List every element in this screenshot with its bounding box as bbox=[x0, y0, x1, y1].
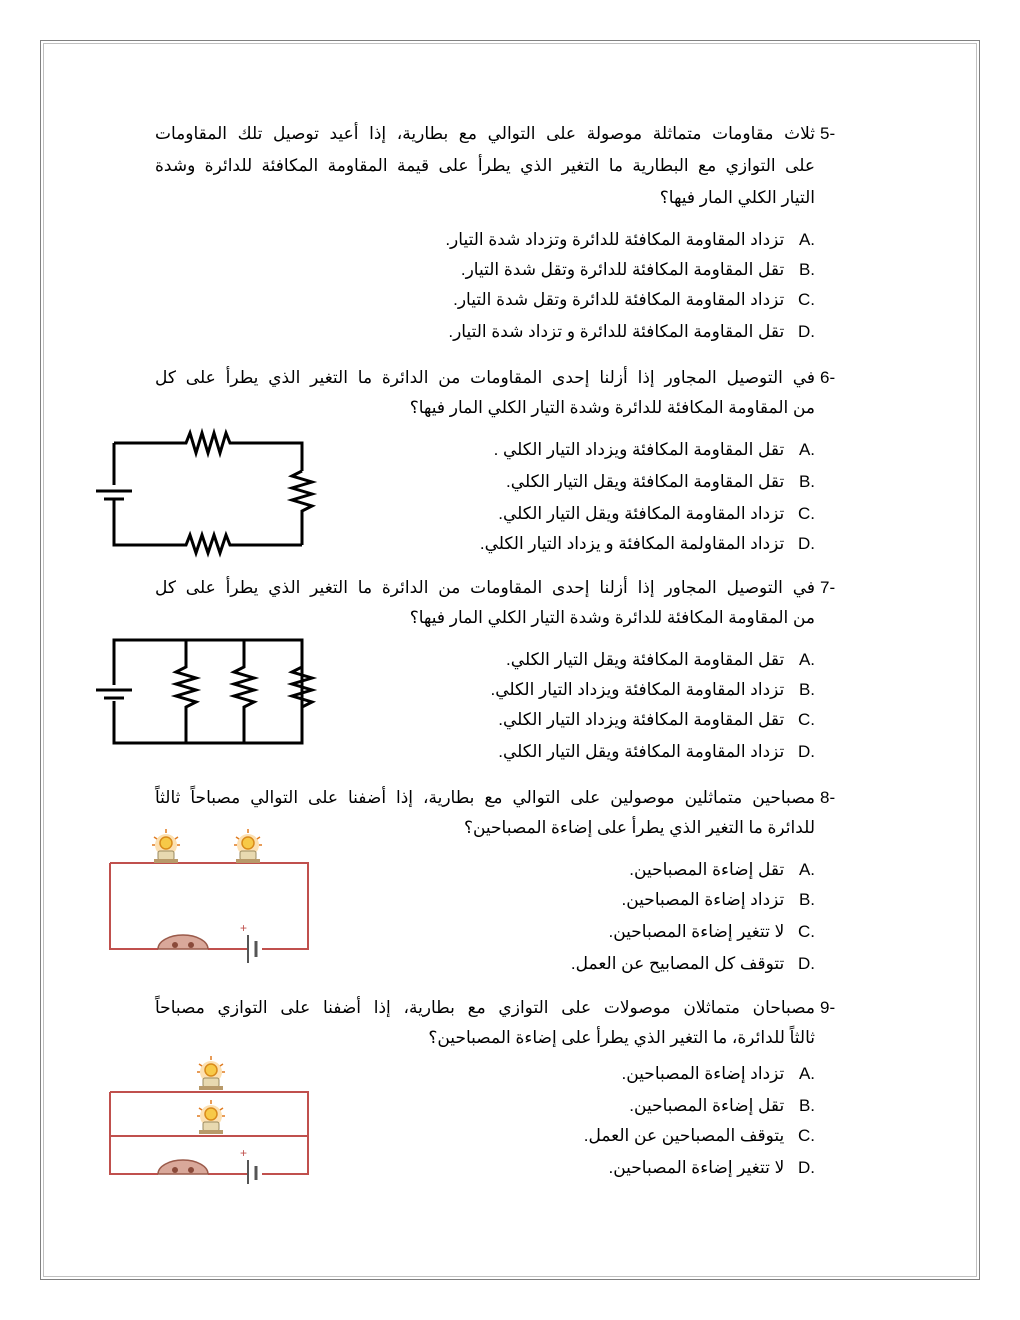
option-text: تقل المقاومة المكافئة ويزداد التيار الكلي. bbox=[498, 710, 785, 729]
series-bulbs-diagram bbox=[100, 825, 320, 955]
option-text: تزداد المقاومة المكافئة ويقل التيار الكلي. bbox=[498, 742, 785, 761]
option-letter: A. bbox=[798, 1064, 815, 1083]
option-d[interactable] bbox=[498, 740, 815, 764]
option-letter: C. bbox=[798, 1126, 815, 1145]
option-text: تزداد إضاءة المصباحين. bbox=[621, 1064, 785, 1083]
option-letter: D. bbox=[798, 322, 815, 341]
question-text-line: في التوصيل المجاور إذا أزلنا إحدى المقاومات من الدائرة ما التغير الذي يطرأ على كل bbox=[155, 578, 815, 597]
question-text-line: مصباحين متماثلين موصولين على التوالي مع بطارية، إذا أضفنا على التوالي مصباحاً ثالثاً bbox=[155, 788, 815, 807]
question-text-line: مصباحان متماثلان موصولات على التوازي مع بطارية، إذا أضفنا على التوازي مصباحاً bbox=[155, 998, 815, 1017]
option-b[interactable] bbox=[506, 470, 815, 494]
option-d[interactable] bbox=[609, 1156, 816, 1180]
option-text: تقل المقاومة المكافئة ويقل التيار الكلي. bbox=[506, 650, 785, 669]
option-text: لا تتغير إضاءة المصباحين. bbox=[608, 922, 785, 941]
option-text: تزداد المقاومة المكافئة للدائرة وتزداد شدة التيار. bbox=[445, 230, 785, 249]
option-d[interactable] bbox=[480, 532, 815, 556]
svg-text:+: + bbox=[240, 921, 248, 935]
option-c[interactable] bbox=[584, 1124, 815, 1148]
option-letter: D. bbox=[798, 534, 815, 553]
bulb-icon bbox=[197, 1056, 225, 1090]
series-circuit-diagram bbox=[90, 425, 330, 555]
option-text: تزداد المقاولمة المكافئة و يزداد التيار الكلي. bbox=[479, 534, 785, 553]
option-b[interactable] bbox=[629, 1094, 815, 1118]
option-letter: D. bbox=[798, 954, 815, 973]
option-letter: D. bbox=[798, 742, 815, 761]
option-text: تقل المقاومة المكافئة للدائرة وتقل شدة التيار. bbox=[460, 260, 785, 279]
option-text: يتوقف المصباحين عن العمل. bbox=[583, 1126, 785, 1145]
question-text-line: ثالثاً للدائرة، ما التغير الذي يطرأ على إضاءة المصباحين؟ bbox=[428, 1028, 815, 1047]
bulb-icon bbox=[234, 829, 262, 863]
option-letter: C. bbox=[798, 290, 815, 309]
question-text-line: من المقاومة المكافئة للدائرة وشدة التيار الكلي المار فيها؟ bbox=[409, 398, 815, 417]
option-letter: C. bbox=[798, 710, 815, 729]
question-text-line: للدائرة ما التغير الذي يطرأ على إضاءة المصباحين؟ bbox=[463, 818, 815, 837]
option-text: تقل إضاءة المصباحين. bbox=[629, 860, 785, 879]
option-letter: B. bbox=[798, 1096, 815, 1115]
option-text: لا تتغير إضاءة المصباحين. bbox=[608, 1158, 785, 1177]
svg-text:+: + bbox=[240, 1146, 248, 1160]
option-letter: C. bbox=[798, 504, 815, 523]
option-text: تزداد المقاومة المكافئة ويزداد التيار الكلي. bbox=[490, 680, 785, 699]
question-number: 5- bbox=[820, 124, 836, 143]
bulb-icon bbox=[197, 1100, 225, 1134]
question-number: 9- bbox=[820, 998, 836, 1017]
switch-icon bbox=[158, 1160, 208, 1174]
option-letter: A. bbox=[798, 860, 815, 879]
option-letter: B. bbox=[798, 890, 815, 909]
option-text: تقل المقاومة المكافئة ويقل التيار الكلي. bbox=[506, 472, 785, 491]
switch-icon bbox=[158, 935, 208, 949]
option-text: تزداد المقاومة المكافئة للدائرة وتقل شدة التيار. bbox=[453, 290, 785, 309]
option-text: تتوقف كل المصابيح عن العمل. bbox=[570, 954, 785, 973]
option-letter: A. bbox=[798, 440, 815, 459]
option-a[interactable] bbox=[506, 648, 815, 672]
option-c[interactable] bbox=[498, 708, 815, 732]
question-text-line: على التوازي مع البطارية ما التغير الذي يطرأ على قيمة المقاومة المكافئة للدائرة وشدة bbox=[155, 156, 815, 175]
option-letter: C. bbox=[798, 922, 815, 941]
question-text-line: في التوصيل المجاور إذا أزلنا إحدى المقاومات من الدائرة ما التغير الذي يطرأ على كل bbox=[155, 368, 815, 387]
option-d[interactable] bbox=[448, 320, 815, 344]
option-c[interactable] bbox=[609, 920, 816, 944]
question-number: 7- bbox=[820, 578, 836, 597]
option-letter: B. bbox=[798, 260, 815, 279]
option-a[interactable] bbox=[445, 228, 815, 252]
option-text: تقل المقاومة المكافئة للدائرة و تزداد شدة التيار. bbox=[448, 322, 785, 341]
option-letter: B. bbox=[798, 472, 815, 491]
option-c[interactable] bbox=[498, 502, 815, 526]
option-b[interactable] bbox=[622, 888, 815, 912]
option-letter: D. bbox=[798, 1158, 815, 1177]
option-b[interactable] bbox=[491, 678, 815, 702]
question-number: 8- bbox=[820, 788, 836, 807]
option-d[interactable] bbox=[571, 952, 815, 976]
bulb-icon bbox=[152, 829, 180, 863]
option-b[interactable] bbox=[461, 258, 815, 282]
option-letter: A. bbox=[798, 650, 815, 669]
option-letter: B. bbox=[798, 680, 815, 699]
option-text: تزداد إضاءة المصباحين. bbox=[621, 890, 785, 909]
option-c[interactable] bbox=[453, 288, 815, 312]
question-text-line: ثلاث مقاومات متماثلة موصولة على التوالي مع بطارية، إذا أعيد توصيل تلك المقاومات bbox=[155, 124, 815, 143]
option-a[interactable] bbox=[494, 438, 815, 462]
parallel-bulbs-diagram bbox=[100, 1050, 320, 1185]
question-text-line: من المقاومة المكافئة للدائرة وشدة التيار الكلي المار فيها؟ bbox=[409, 608, 815, 627]
option-text: تزداد المقاومة المكافئة ويقل التيار الكلي. bbox=[498, 504, 785, 523]
option-a[interactable] bbox=[629, 858, 815, 882]
parallel-circuit-diagram bbox=[90, 635, 330, 750]
question-text-line: التيار الكلي المار فيها؟ bbox=[659, 188, 815, 207]
option-a[interactable] bbox=[622, 1062, 815, 1086]
option-text: تقل إضاءة المصباحين. bbox=[629, 1096, 785, 1115]
question-number: 6- bbox=[820, 368, 836, 387]
option-text: تقل المقاومة المكافئة ويزداد التيار الكلي . bbox=[493, 440, 785, 459]
battery-icon bbox=[248, 1160, 256, 1184]
option-letter: A. bbox=[798, 230, 815, 249]
